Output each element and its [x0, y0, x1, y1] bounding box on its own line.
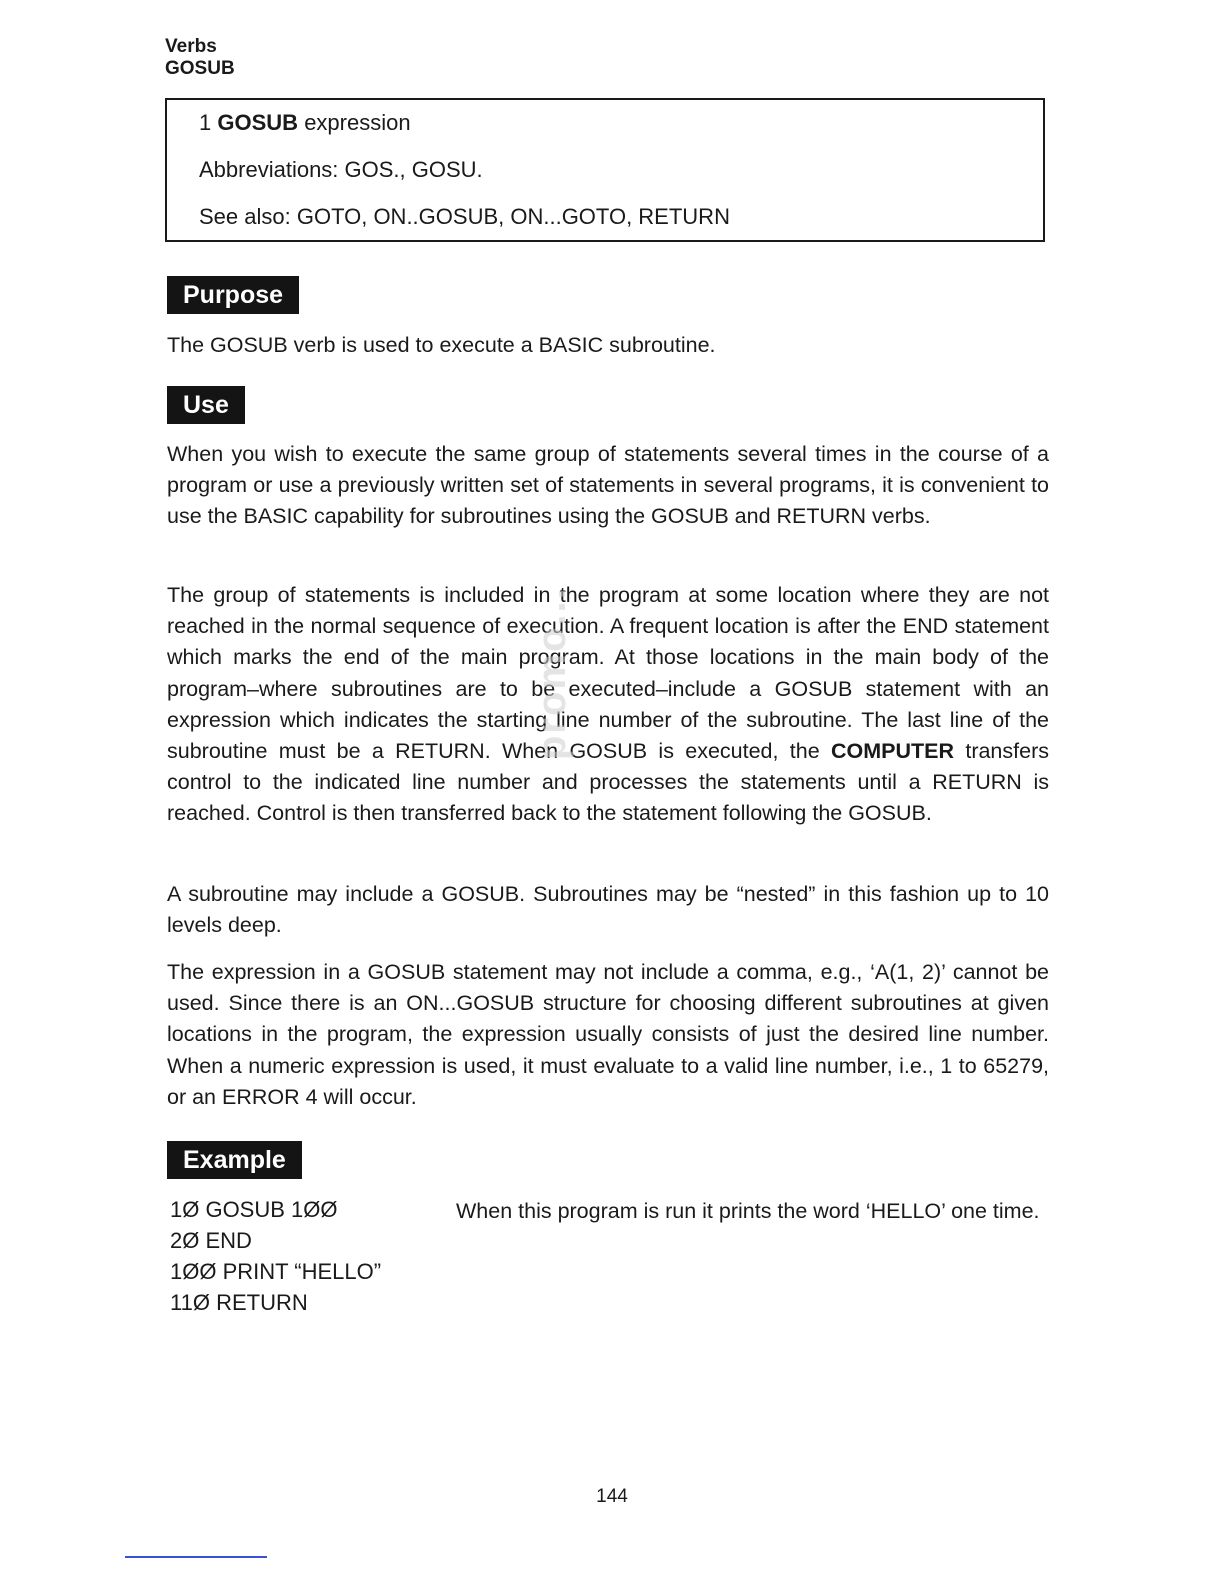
code-line: 1ØØ PRINT “HELLO”: [170, 1259, 382, 1284]
use-paragraph-1: When you wish to execute the same group of statements several times in the course of a program or use a previously written set of statements in several programs, it is convenient to use the BASIC capability for subroutines using the GOSUB and RETURN verbs.: [167, 442, 1049, 529]
use-paragraph-2: [167, 580, 1049, 830]
purpose-text: The GOSUB verb is used to execute a BASIC subroutine.: [167, 333, 716, 357]
use-paragraph-4: The expression in a GOSUB statement may not include a comma, e.g., ‘A(1, 2)’ cannot be used. Since there is an ON...GOSUB structure for choosing different subroutines at given locations in the program, the expression usually consists of just the desired line number. When a numeric expression is used, it must evaluate to a valid line number, i.e., 1 to 65279, or an ERROR 4 will occur.: [167, 960, 1049, 1109]
running-head: [165, 36, 235, 80]
running-head-chapter: Verbs: [165, 36, 217, 57]
syntax-keyword: GOSUB: [217, 110, 299, 135]
syntax-argument: expression: [304, 110, 411, 135]
syntax-line-number: 1: [199, 110, 212, 135]
syntax-box: [165, 98, 1045, 242]
computer-term: COMPUTER: [831, 739, 955, 764]
see-also: See also: GOTO, ON..GOSUB, ON...GOTO, RETURN: [199, 204, 730, 229]
abbreviations: Abbreviations: GOS., GOSU.: [199, 157, 483, 182]
page-number: 144: [596, 1486, 628, 1507]
code-line: 2Ø END: [170, 1228, 252, 1253]
purpose-heading: Purpose: [167, 276, 299, 314]
use-paragraph-3: A subroutine may include a GOSUB. Subroutines may be “nested” in this fashion up to 10 levels deep.: [167, 882, 1049, 938]
example-heading: Example: [167, 1141, 302, 1179]
use-heading: Use: [167, 386, 245, 424]
running-head-topic: GOSUB: [165, 58, 235, 79]
use-paragraph-2-end: transfers control to the indicated line number and processes the statements until a RETURN is reached. Control is then transferred back to the statement following the GOSUB.: [167, 739, 1049, 826]
footer-rule: [125, 1556, 267, 1558]
code-line: 1Ø GOSUB 1ØØ: [170, 1197, 338, 1222]
watermark: promo...: [530, 586, 574, 760]
code-line: 11Ø RETURN: [170, 1290, 308, 1315]
example-note: When this program is run it prints the word ‘HELLO’ one time.: [456, 1199, 1040, 1223]
syntax-format: [199, 110, 411, 136]
use-paragraph-2-start: The group of statements is included in the program at some location where they are not reached in the normal sequence of execution. A frequent location is after the END statement which marks the end of the main program. At those locations in the main body of the program–where subroutines are to be executed–include a GOSUB statement with an expression which indicates the starting line number of the subroutine. The last line of the subroutine must be a RETURN. When GOSUB is executed, the: [167, 583, 1049, 764]
